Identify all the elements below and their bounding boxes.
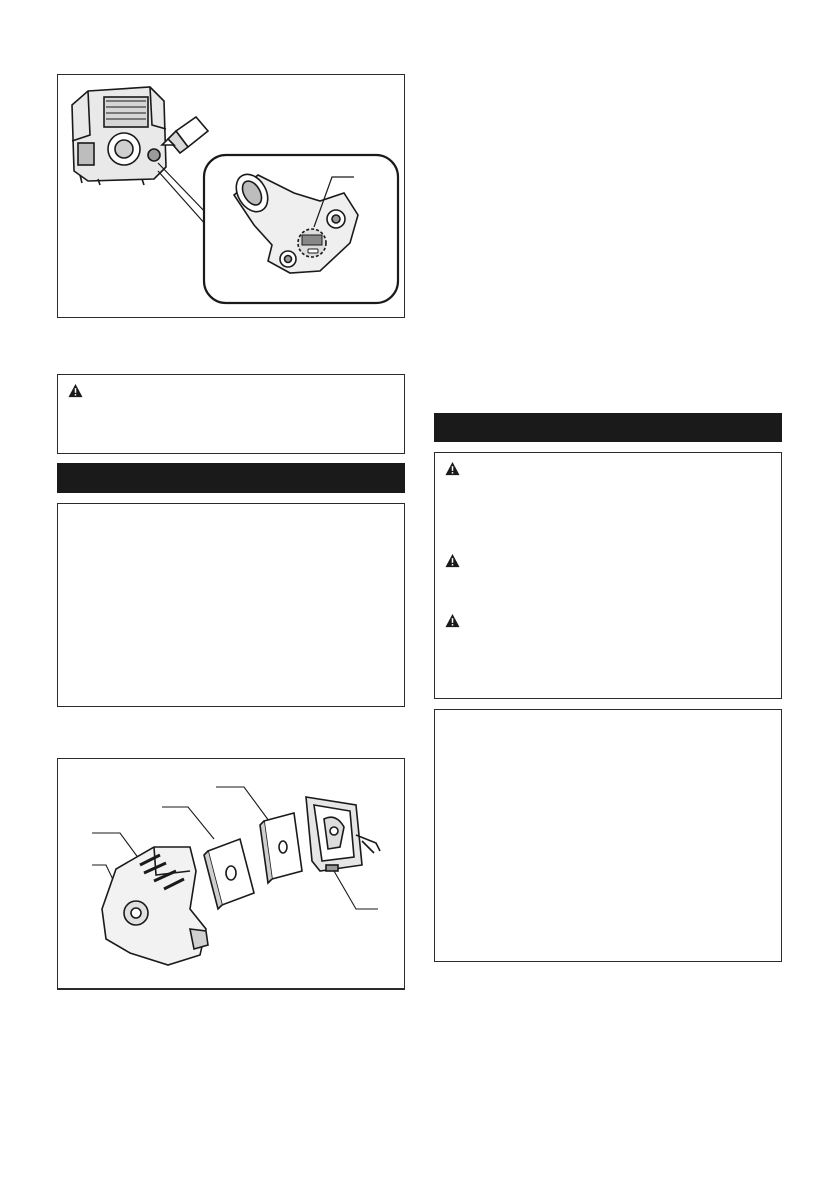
filter-element-icon bbox=[260, 813, 302, 883]
engine-icon bbox=[72, 87, 166, 185]
warning-icon bbox=[445, 613, 460, 628]
figure-air-cleaner-parts bbox=[57, 758, 405, 990]
grease-tube-icon bbox=[162, 117, 208, 153]
figure-engine-fuel-mark bbox=[57, 74, 405, 318]
air-cleaner-case-icon bbox=[306, 797, 380, 871]
air-cleaner-cover-icon bbox=[102, 847, 208, 965]
warning-box-right bbox=[434, 452, 782, 699]
content-box-left bbox=[57, 503, 405, 707]
warning-icon bbox=[445, 461, 460, 476]
section-header-bar-right bbox=[434, 413, 782, 442]
content-box-right bbox=[434, 709, 782, 962]
warning-box-left bbox=[57, 374, 405, 454]
air-cleaner-illustration bbox=[58, 759, 404, 989]
warning-icon bbox=[445, 553, 460, 568]
section-header-bar-left bbox=[57, 463, 405, 493]
warning-icon bbox=[68, 383, 83, 398]
sponge-element-icon bbox=[204, 839, 254, 909]
engine-illustration bbox=[58, 75, 404, 317]
